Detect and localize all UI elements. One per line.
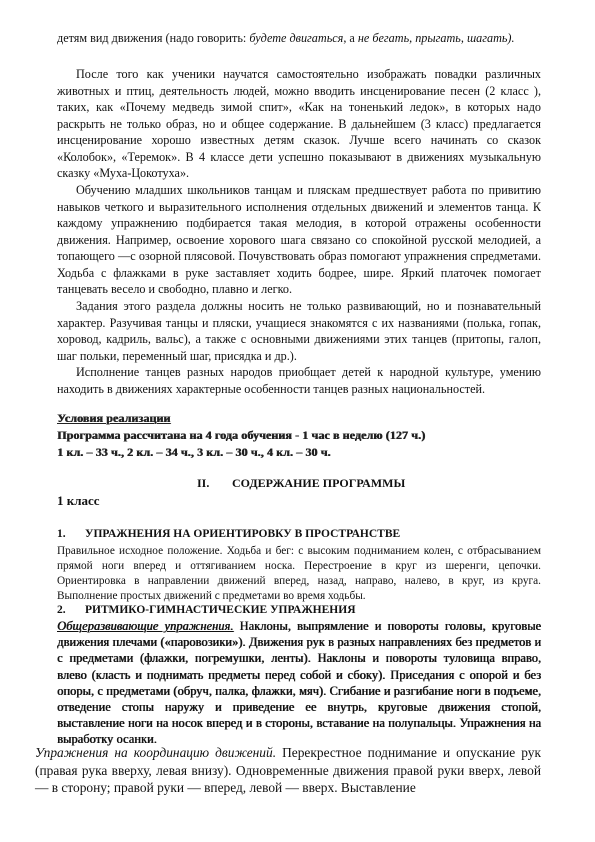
conditions-title: Условия реализации — [57, 411, 171, 425]
item-2-body: Наклоны, выпрямление и повороты головы, круговые движения плечами («паровозики»). Движения рук в разных направлениях без предметов и с предметами (флажки, погремушки, ленты). Наклоны и повороты туловища вправо, влево (класть и поднимать предметы перед собой и сбоку). Приседания с опорой и без опоры, с предметами (обруч, палка, флажки, мяч). Сгибание и разгибание ноги в подъеме, отведение стопы наружу и приведение ее внутрь, круговые движения стопой, выставление ноги на носок вперед и в стороны, вставание на полупальцы. Упражнения на выработку осанки. — [57, 619, 541, 747]
paragraph-tasks: Задания этого раздела должны носить не только развивающий, но и познавательный характер. Разучивая танцы и пляски, учащиеся знакомятся с их названиями (полька, гопак, хоровод, кадриль, вальс), а также с основными движениями этих танцев (притопы, галоп, шаг польки, переменный шаг, присядка и др.). — [57, 299, 541, 363]
top-fragment-mid: , а — [343, 31, 358, 45]
section-title: СОДЕРЖАНИЕ ПРОГРАММЫ — [232, 476, 406, 490]
coordination-paragraph — [35, 744, 541, 797]
top-fragment-text: детям вид движения (надо говорить: — [57, 31, 250, 45]
item-2-label: Общеразвивающие упражнения. — [57, 619, 234, 633]
class-heading: 1 класс — [57, 493, 100, 508]
paragraph-national-dances: Исполнение танцев разных народов приобщает детей к народной культуре, умению находить в движениях характерные особенности танцев разных национальностей. — [57, 365, 541, 396]
paragraph-staging: После того как ученики научатся самостоятельно изображать повадки различных животных и птиц, деятельность людей, можно вводить инсценирование песен (2 класс ), таких, как «Почему медведь зимой спит», «Как на тоненький ледок», в которых надо раскрыть не только образ, но и общее содержание. В дальнейшем (3 класс) предлагается инсценирование хорошо известных детям сказок. Лучше всего начинать со сказок «Колобок», «Теремок». В 4 классе дети успешно показывают в движениях музыкальную сказку «Муха-Цокотуха». — [57, 67, 541, 180]
item-1-text: Правильное исходное положение. Ходьба и бег: с высоким подниманием колен, с отбрасыванием прямой ноги вперед и оттягиванием носка. Перестроение в круг из шеренги, цепочки. Ориентировка в направлении движений вперед, назад, направо, налево, в круг, из круга. Выполнение простых движений с предметами во время ходьбы. — [57, 545, 541, 602]
section-number: II. — [197, 476, 210, 490]
item-2-text — [57, 618, 541, 748]
item-1-title: УПРАЖНЕНИЯ НА ОРИЕНТИРОВКУ В ПРОСТРАНСТВЕ — [85, 528, 401, 540]
paragraph-dance-training: Обучению младших школьников танцам и пляскам предшествует работа по привитию навыков четкого и выразительного исполнения отдельных движений и элементов танца. К каждому упражнению подбирается такая мелодия, в которой отражены особенности движения. Например, освоение хорового шага связано со спокойной русской мелодией, а топающего —с озорной плясовой. Почувствовать образ помогают упражнения спредметами. Ходьба с флажками в руке заставляет ходить бодрее, шире. Яркий платочек помогает танцевать весело и свободно, плавно и легко. — [57, 183, 541, 296]
top-fragment — [57, 30, 541, 47]
top-fragment-quote: будете двигаться — [249, 31, 344, 45]
item-2-number: 2. — [57, 604, 66, 616]
coordination-label: Упражнения на координацию движений. — [35, 745, 277, 760]
conditions-line-2: 1 кл. – 33 ч., 2 кл. – 34 ч., 3 кл. – 30 ч., 4 кл. – 30 ч. — [57, 445, 331, 459]
item-2-title: РИТМИКО-ГИМНАСТИЧЕСКИЕ УПРАЖНЕНИЯ — [85, 604, 356, 616]
coordination-text: Перекрестное поднимание и опускание рук (правая рука вверху, левая внизу). Одновременные движения правой руки вверх, левой — в сторону; правой руки — вперед, левой — вверх. Выставление — [35, 745, 541, 795]
conditions-line-1: Программа рассчитана на 4 года обучения - 1 час в неделю (127 ч.) — [57, 428, 426, 442]
item-1-number: 1. — [57, 528, 66, 540]
top-fragment-quote: не бегать, прыгать, шагать). — [357, 31, 515, 45]
